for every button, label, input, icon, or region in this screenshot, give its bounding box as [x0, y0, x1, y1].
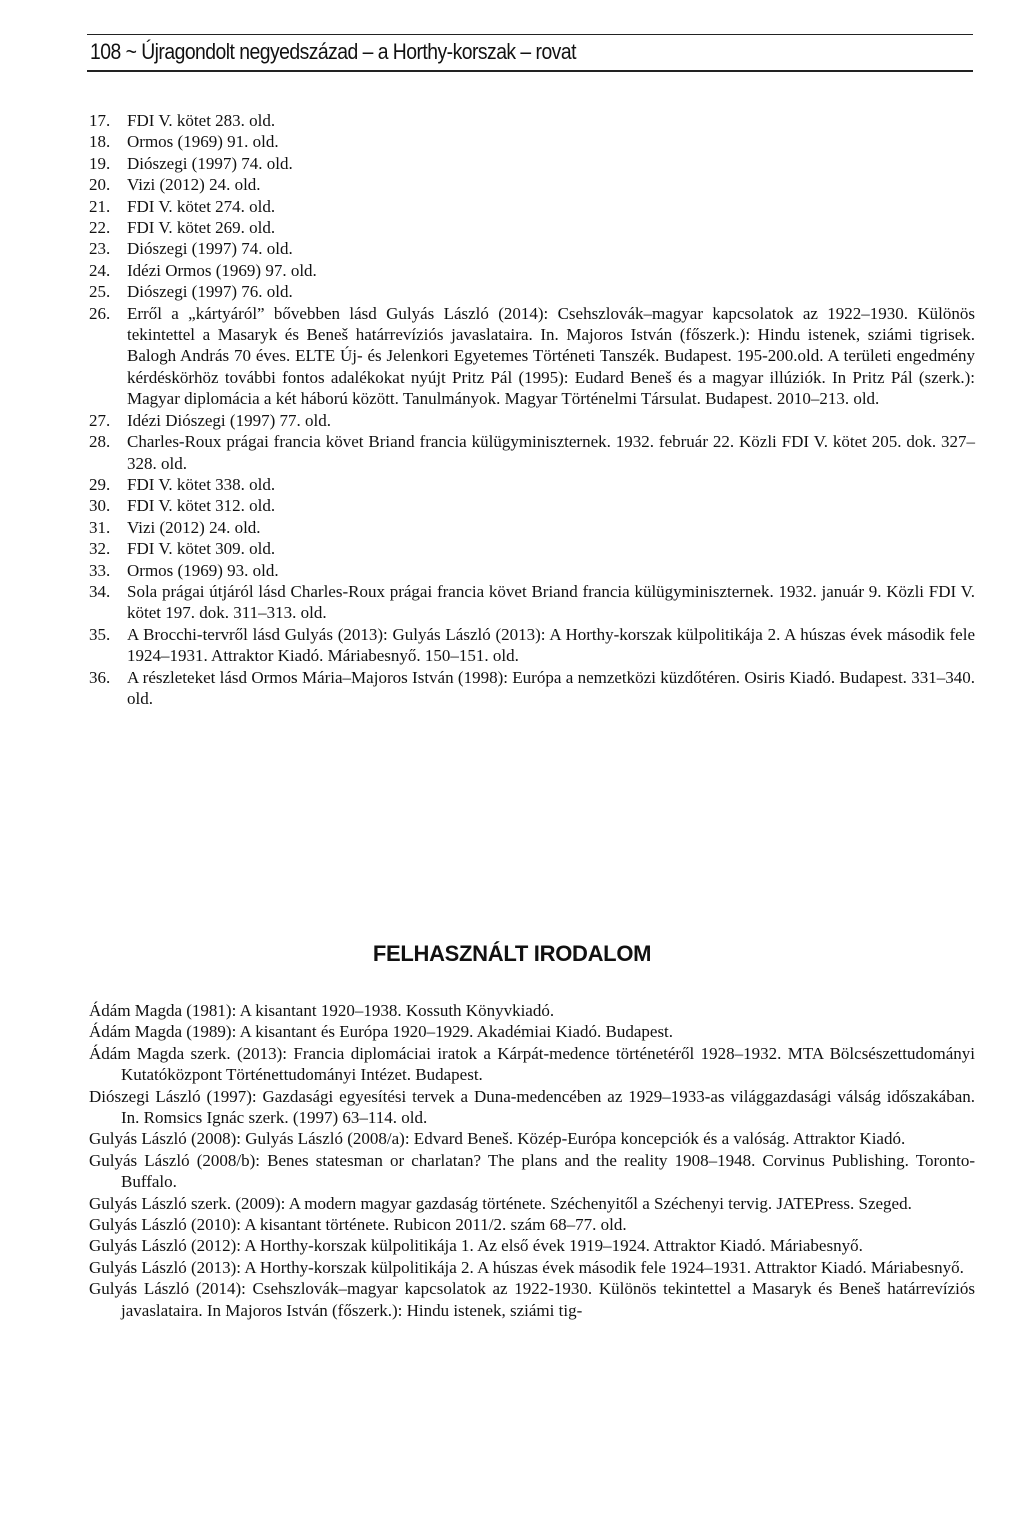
endnote	[89, 303, 975, 410]
endnote	[89, 495, 975, 516]
endnote	[89, 131, 975, 152]
endnote	[89, 667, 975, 710]
endnote-text: FDI V. kötet 274. old.	[127, 196, 276, 216]
endnote-number: 35.	[89, 624, 111, 644]
endnote	[89, 474, 975, 495]
running-header	[87, 34, 973, 72]
endnote-text: Diószegi (1997) 76. old.	[127, 282, 293, 302]
bibliography-entry: Gulyás László (2010): A kisantant története. Rubicon 2011/2. szám 68–77. old.	[89, 1215, 627, 1235]
endnote-number: 19.	[89, 153, 111, 173]
endnote-text: Charles-Roux prágai francia követ Briand francia külügyminiszternek. 1932. február 22. Közli FDI V. kötet 205. dok. 327–328. old.	[127, 432, 975, 473]
endnote-number: 36.	[89, 667, 111, 687]
endnote	[89, 560, 975, 581]
endnote-number: 31.	[89, 517, 111, 537]
endnote-text: Ormos (1969) 93. old.	[127, 560, 279, 580]
endnote-number: 23.	[89, 239, 111, 259]
endnote-text: Idézi Diószegi (1997) 77. old.	[127, 410, 331, 430]
endnote	[89, 196, 975, 217]
endnote-text: A részleteket lásd Ormos Mária–Majoros István (1998): Európa a nemzetközi küzdőtéren. Osiris Kiadó. Budapest. 331–340. old.	[127, 667, 975, 708]
endnote-text: FDI V. kötet 309. old.	[127, 539, 276, 559]
bibliography-entry: Ádám Magda szerk. (2013): Francia diplomáciai iratok a Kárpát-medence történetéről 1928–1932. MTA Bölcsészettudományi Kutatóközpont Történettudományi Intézet. Budapest.	[89, 1043, 975, 1085]
endnote-number: 24.	[89, 260, 111, 280]
bibliography-entry: Gulyás László (2012): A Horthy-korszak külpolitikája 1. Az első évek 1919–1924. Attraktor Kiadó. Máriabesnyő.	[89, 1236, 863, 1256]
endnote-number: 28.	[89, 432, 111, 452]
endnote	[89, 238, 975, 259]
endnote-number: 34.	[89, 581, 111, 601]
endnote-text: Vizi (2012) 24. old.	[127, 175, 261, 195]
endnote	[89, 431, 975, 474]
endnote-number: 30.	[89, 496, 111, 516]
endnote-text: FDI V. kötet 338. old.	[127, 474, 276, 494]
endnote	[89, 538, 975, 559]
bibliography-entry: Ádám Magda (1989): A kisantant és Európa 1920–1929. Akadémiai Kiadó. Budapest.	[89, 1022, 674, 1042]
endnote	[89, 581, 975, 624]
bibliography-entry: Gulyás László szerk. (2009): A modern magyar gazdaság története. Széchenyitől a Széchenyi tervig. JATEPress. Szeged.	[89, 1193, 912, 1213]
endnote-number: 18.	[89, 132, 111, 152]
endnote-text: Idézi Ormos (1969) 97. old.	[127, 260, 317, 280]
endnote-text: FDI V. kötet 283. old.	[127, 111, 276, 130]
endnote	[89, 153, 975, 174]
endnote	[89, 281, 975, 302]
endnote-text: Sola prágai útjáról lásd Charles-Roux prágai francia követ Briand francia külügyminiszternek. 1932. január 9. Közli FDI V. kötet 197. dok. 311–313. old.	[127, 581, 975, 623]
bibliography-entry: Diószegi László (1997): Gazdasági egyesítési tervek a Duna-medencében az 1929–1933-as világgazdasági válság időszakában. In. Romsics Ignác szerk. (1997) 63–114. old.	[89, 1086, 975, 1128]
endnote-text: Diószegi (1997) 74. old.	[127, 153, 293, 173]
endnote-number: 25.	[89, 282, 111, 302]
endnote	[89, 217, 975, 238]
endnote	[89, 624, 975, 667]
endnote-text: Diószegi (1997) 74. old.	[127, 239, 293, 259]
endnotes-list	[89, 110, 975, 709]
endnote	[89, 174, 975, 195]
bibliography-entry: Gulyás László (2008/b): Benes statesman or charlatan? The plans and the reality 1908–1948. Corvinus Publishing. Toronto-Buffalo.	[89, 1150, 975, 1192]
running-header-text: 108 ~ Újragondolt negyedszázad – a Horthy-korszak – rovat	[90, 39, 576, 64]
endnote	[89, 110, 975, 131]
endnote-text: A Brocchi-tervről lásd Gulyás (2013): Gulyás László (2013): A Horthy-korszak külpolitikája 2. A húszas évek második fele 1924–1931. Attraktor Kiadó. Máriabesnyő. 150–151. old.	[127, 624, 975, 666]
endnote	[89, 260, 975, 281]
endnote-number: 33.	[89, 560, 111, 580]
bibliography-entry: Ádám Magda (1981): A kisantant 1920–1938. Kossuth Könyvkiadó.	[89, 1001, 555, 1020]
endnote-number: 29.	[89, 474, 111, 494]
endnote-text: Erről a „kártyáról” bővebben lásd Gulyás László (2014): Csehszlovák–magyar kapcsolatok az 1922–1930. Különös tekintettel a Masaryk és Beneš határrevíziós javaslataira. In. Majoros István (főszerk.): Hindu istenek, sziámi tigrisek. Balogh András 70 éves. ELTE Új- és Jelenkori Egyetemes Történeti Tanszék. Budapest. 195-200.old. A területi engedmény kérdéskörhöz további fontos adalékokat nyújt Pritz Pál (1995): Eudard Beneš és a magyar illúziók. In Pritz Pál (szerk.): Magyar diplomácia a két háború között. Tanulmányok. Magyar Történelmi Társulat. Budapest. 2010–213. old.	[127, 303, 975, 409]
endnote	[89, 410, 975, 431]
bibliography-entry: Gulyás László (2008): Gulyás László (2008/a): Edvard Beneš. Közép-Európa koncepciók és a valóság. Attraktor Kiadó.	[89, 1129, 906, 1149]
endnote-number: 17.	[89, 111, 111, 130]
endnote-number: 22.	[89, 218, 111, 238]
endnote	[89, 517, 975, 538]
endnote-text: FDI V. kötet 269. old.	[127, 218, 276, 238]
endnote-number: 27.	[89, 410, 111, 430]
endnote-number: 21.	[89, 196, 111, 216]
endnote-number: 32.	[89, 539, 111, 559]
bibliography-list	[89, 1000, 975, 1321]
endnote-number: 20.	[89, 175, 111, 195]
endnote-text: Ormos (1969) 91. old.	[127, 132, 279, 152]
endnote-number: 26.	[89, 303, 111, 323]
bibliography-entry: Gulyás László (2014): Csehszlovák–magyar kapcsolatok az 1922-1930. Különös tekintettel a Masaryk és Beneš határrevíziós javaslataira. In Majoros István (főszerk.): Hindu istenek, sziámi tig-	[89, 1279, 975, 1320]
endnote-text: FDI V. kötet 312. old.	[127, 496, 276, 516]
bibliography-heading: FELHASZNÁLT IRODALOM	[372, 941, 652, 966]
bibliography-entry: Gulyás László (2013): A Horthy-korszak külpolitikája 2. A húszas évek második fele 1924–1931. Attraktor Kiadó. Máriabesnyő.	[89, 1257, 964, 1277]
endnote-text: Vizi (2012) 24. old.	[127, 517, 261, 537]
